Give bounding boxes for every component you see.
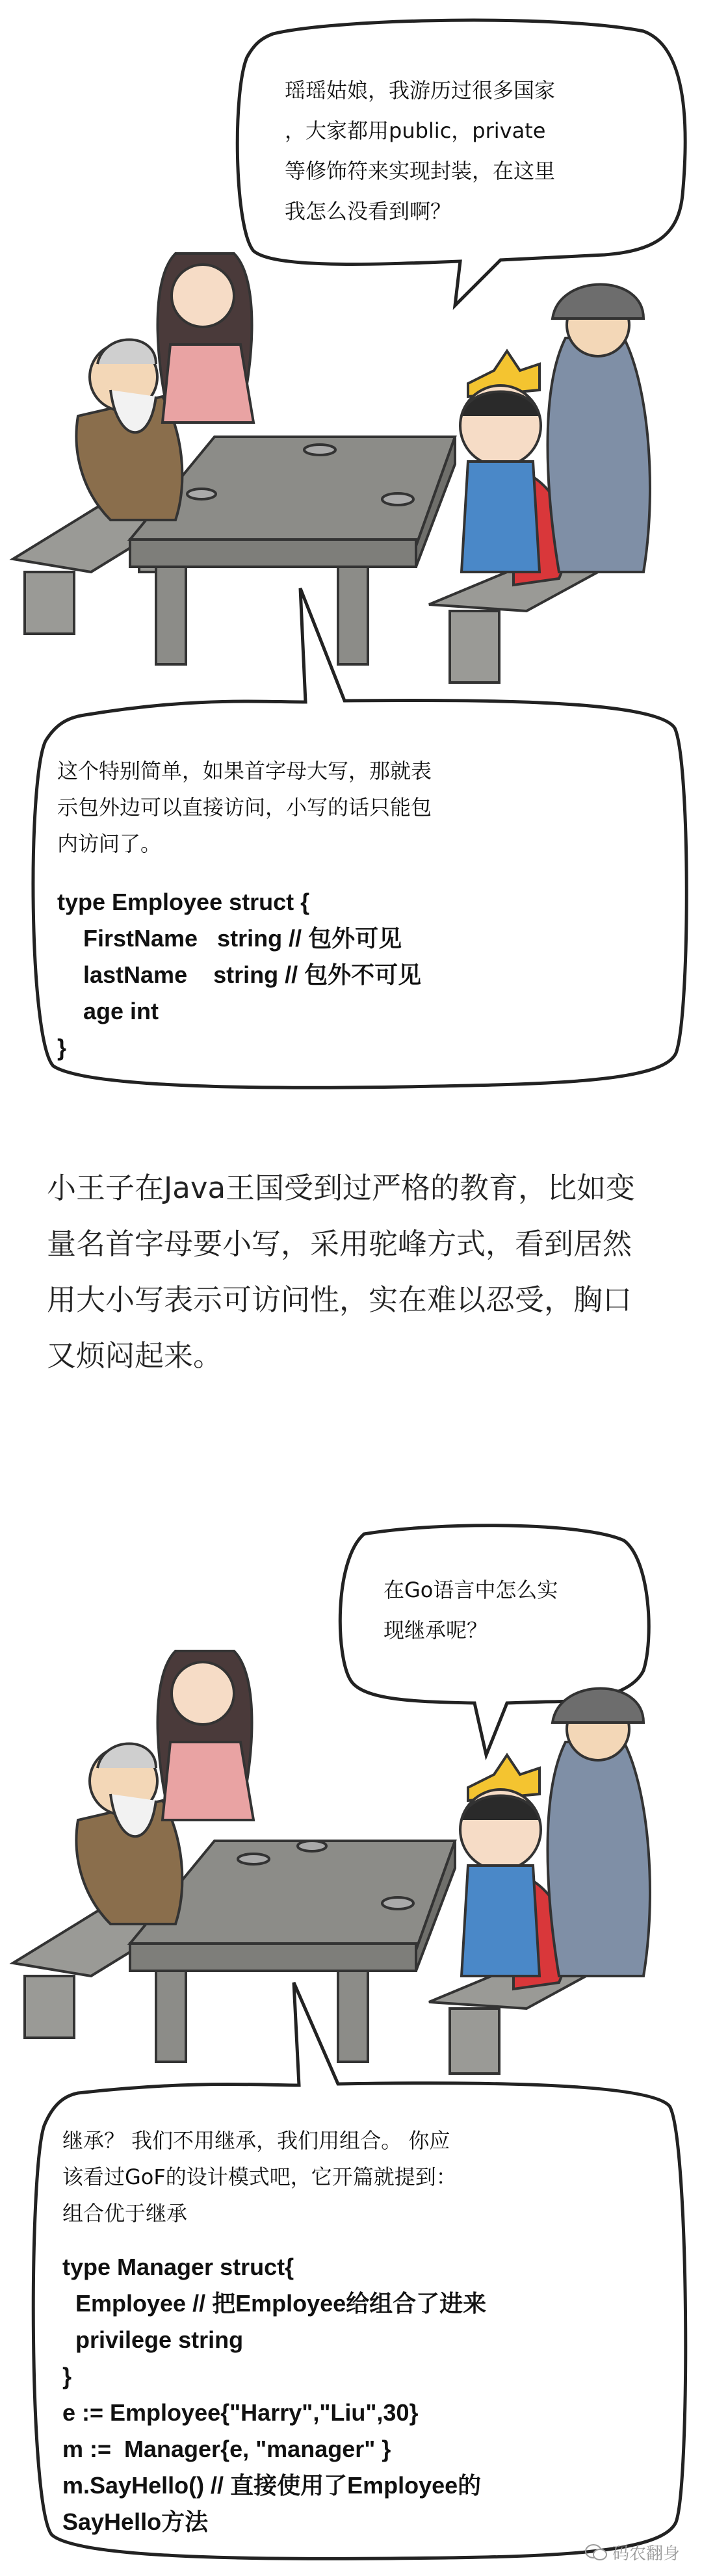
- comic-panel-1: [0, 0, 702, 1092]
- right-bench: [429, 572, 598, 683]
- watermark-text: 码农翻身: [612, 2544, 680, 2564]
- code-employee-struct: type Employee struct { FirstName string // 包外可见 lastName string // 包外不可见 age int }: [57, 889, 422, 1061]
- speech-bubble-top-text: 在Go语言中怎么实 现继承呢？: [384, 1578, 558, 1643]
- wechat-icon: [585, 2544, 607, 2561]
- guard-character: [548, 285, 651, 573]
- princess-character: [158, 1651, 254, 1820]
- speech-bubble-bottom-text: 继承？ 我们不用继承，我们用组合。 你应 该看过GoF的设计模式吧，它开篇就提到： 组合优于继承: [62, 2128, 457, 2226]
- guard-character: [548, 1689, 651, 1977]
- code-manager-struct: type Manager struct{ Employee // 把Employee给组合了进来 privilege string } e := Employee{"Harry","Liu",30} m := Manager{e, "manager" } m.SayHello() // 直接使用了Employee的 SayHello方法: [62, 2254, 487, 2535]
- speech-bubble-top-text: 瑶瑶姑娘，我游历过很多国家 ，大家都用public，private 等修饰符来实现封装，在这里 我怎么没看到啊？: [285, 78, 556, 224]
- narration-paragraph: 小王子在Java王国受到过严格的教育，比如变量名首字母要小写，采用驼峰方式，看到居然用大小写表示可访问性，实在难以忍受，胸口又烦闷起来。: [47, 1171, 636, 1373]
- watermark: [585, 2540, 680, 2564]
- princess-character: [158, 254, 254, 423]
- speech-bubble-bottom-text: 这个特别简单，如果首字母大写，那就表 示包外边可以直接访问，小写的话只能包 内访问了。: [57, 759, 432, 856]
- comic-panel-2: [0, 1482, 702, 2576]
